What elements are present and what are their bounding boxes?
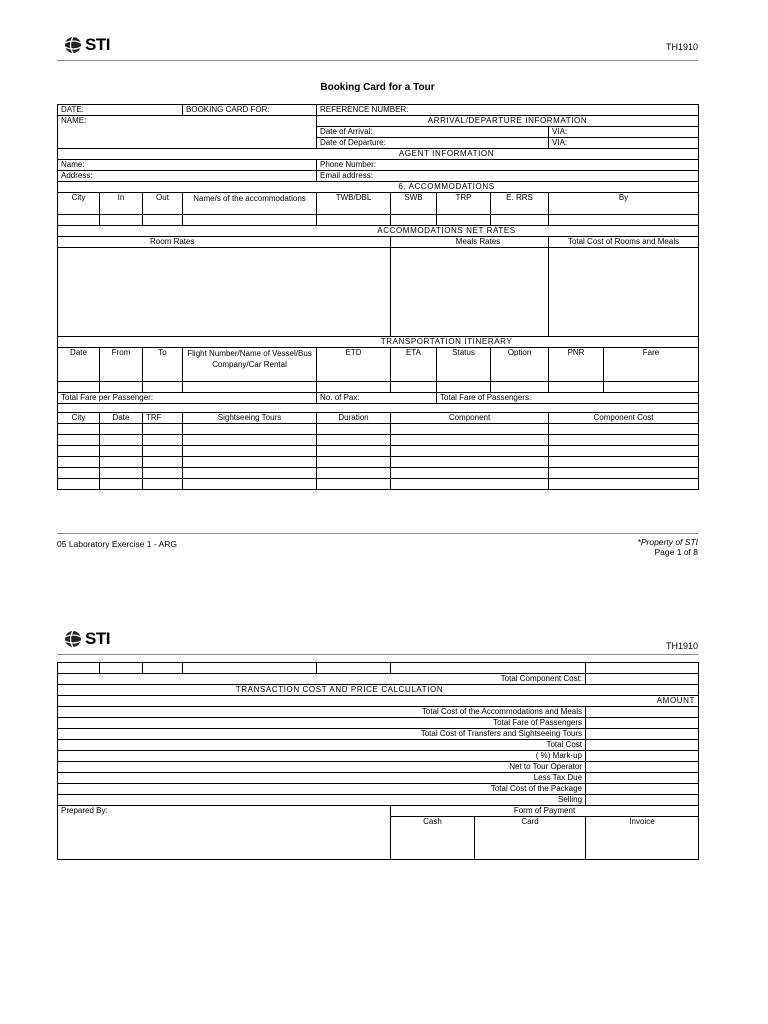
tr-col-option: Option	[491, 348, 549, 382]
total-component-cost-value[interactable]	[586, 674, 699, 685]
agent-name-field[interactable]: Name:	[58, 160, 317, 171]
email-field[interactable]: Email address:	[317, 171, 699, 182]
meals-rates-heading: Meals Rates	[391, 237, 549, 248]
sti-logo	[63, 628, 110, 650]
table-row[interactable]	[58, 435, 699, 446]
footer-exercise: 05 Laboratory Exercise 1 - ARG	[57, 539, 178, 549]
footer-page: Page 1 of 8	[654, 547, 698, 557]
date-field[interactable]: DATE:	[58, 105, 183, 116]
doc-code: TH1910	[665, 42, 698, 52]
net-rates-heading: ACCOMMODATIONS NET RATES	[58, 226, 699, 237]
line-total-cost-label: Total Cost	[58, 740, 586, 751]
footer-right	[638, 537, 698, 557]
line-acc-meals-value[interactable]	[586, 707, 699, 718]
logo-text: STI	[85, 35, 110, 54]
total-fare-pp-field[interactable]: Total Fare per Passenger:	[58, 393, 317, 404]
arrival-departure-heading: ARRIVAL/DEPARTURE INFORMATION	[317, 116, 699, 127]
tr-col-status: Status	[437, 348, 491, 382]
line-fare-pax-label: Total Fare of Passengers	[58, 718, 586, 729]
booking-table	[57, 104, 699, 490]
room-rates-heading: Room Rates	[58, 237, 391, 248]
ss-col-trf: TRF	[143, 413, 183, 424]
tr-col-fare: Fare	[604, 348, 699, 382]
line-total-cost-value[interactable]	[586, 740, 699, 751]
logo-text: STI	[85, 629, 110, 648]
no-pax-field[interactable]: No. of Pax:	[317, 393, 437, 404]
table-row[interactable]	[58, 215, 699, 226]
line-tax-value[interactable]	[586, 773, 699, 784]
table-row[interactable]	[58, 663, 699, 674]
acc-col-city: City	[58, 193, 100, 215]
ss-col-component-cost: Component Cost	[549, 413, 699, 424]
acc-col-by: By	[549, 193, 699, 215]
spacer-row	[58, 404, 699, 413]
tr-col-from: From	[100, 348, 143, 382]
tr-col-eta: ETA	[391, 348, 437, 382]
page-title: Booking Card for a Tour	[320, 82, 435, 93]
line-package-label: Total Cost of the Package	[58, 784, 586, 795]
via-arrival-field[interactable]: VIA:	[549, 127, 699, 138]
tr-col-date: Date	[58, 348, 100, 382]
accommodations-heading: 6. ACCOMMODATIONS	[58, 182, 699, 193]
tr-col-etd: ETD	[317, 348, 391, 382]
ss-col-duration: Duration	[317, 413, 391, 424]
payment-cash[interactable]: Cash	[391, 817, 475, 860]
line-selling-label: Selling	[58, 795, 586, 806]
ss-col-date: Date	[100, 413, 143, 424]
line-transfers-value[interactable]	[586, 729, 699, 740]
date-departure-field[interactable]: Date of Departure:	[317, 138, 549, 149]
page2-header	[57, 628, 698, 655]
price-calculation-form	[57, 662, 698, 860]
reference-field[interactable]: REFERENCE NUMBER:	[317, 105, 699, 116]
acc-col-twb: TWB/DBL	[317, 193, 391, 215]
transport-heading: TRANSPORTATION ITINERARY	[58, 337, 699, 348]
table-row[interactable]	[58, 446, 699, 457]
name-field[interactable]: NAME:	[58, 116, 317, 149]
payment-card[interactable]: Card	[475, 817, 586, 860]
booking-for-field[interactable]: BOOKING CARD FOR:	[183, 105, 317, 116]
table-row[interactable]	[58, 457, 699, 468]
phone-field[interactable]: Phone Number:	[317, 160, 699, 171]
acc-col-trp: TRP	[437, 193, 491, 215]
total-cost-area[interactable]	[549, 248, 699, 337]
globe-icon	[63, 36, 83, 54]
line-acc-meals-label: Total Cost of the Accommodations and Meals	[58, 707, 586, 718]
line-markup-value[interactable]	[586, 751, 699, 762]
acc-col-erss: E. RRS	[491, 193, 549, 215]
room-rates-area[interactable]	[58, 248, 391, 337]
table-row[interactable]	[58, 468, 699, 479]
ss-col-component: Component	[391, 413, 549, 424]
doc-code: TH1910	[665, 641, 698, 651]
date-arrival-field[interactable]: Date of Arrival:	[317, 127, 549, 138]
price-table	[57, 662, 699, 860]
ss-col-tours: Sightseeing Tours	[183, 413, 317, 424]
line-selling-value[interactable]	[586, 795, 699, 806]
transaction-heading: TRANSACTION COST AND PRICE CALCULATION	[58, 685, 699, 696]
acc-col-swb: SWB	[391, 193, 437, 215]
line-markup-label: ( %) Mark-up	[58, 751, 586, 762]
booking-form	[57, 104, 698, 490]
line-net-value[interactable]	[586, 762, 699, 773]
form-of-payment-heading: Form of Payment	[391, 806, 699, 817]
sti-logo	[63, 34, 110, 56]
ss-col-city: City	[58, 413, 100, 424]
line-transfers-label: Total Cost of Transfers and Sightseeing Tours	[58, 729, 586, 740]
agent-info-heading: AGENT INFORMATION	[58, 149, 699, 160]
meals-rates-area[interactable]	[391, 248, 549, 337]
line-fare-pax-value[interactable]	[586, 718, 699, 729]
amount-heading: AMOUNT	[58, 696, 699, 707]
page-footer	[57, 533, 698, 564]
line-net-label: Net to Tour Operator	[58, 762, 586, 773]
payment-invoice[interactable]: Invoice	[586, 817, 699, 860]
prepared-by-field[interactable]: Prepared By:	[58, 806, 391, 860]
table-row[interactable]	[58, 424, 699, 435]
agent-address-field[interactable]: Address:	[58, 171, 317, 182]
tr-col-to: To	[143, 348, 183, 382]
globe-icon	[63, 630, 83, 648]
page-header	[57, 34, 698, 61]
line-package-value[interactable]	[586, 784, 699, 795]
table-row[interactable]	[58, 382, 699, 393]
table-row[interactable]	[58, 479, 699, 490]
total-cost-rooms-heading: Total Cost of Rooms and Meals	[549, 237, 699, 248]
tr-col-pnr: PNR	[549, 348, 604, 382]
total-component-cost-label: Total Component Cost:	[58, 674, 586, 685]
via-departure-field[interactable]: VIA:	[549, 138, 699, 149]
tr-col-flight: Flight Number/Name of Vessel/Bus Company/Car Rental	[183, 348, 317, 382]
acc-col-out: Out	[143, 193, 183, 215]
acc-col-names: Name/s of the accommodations	[183, 193, 317, 215]
line-tax-label: Less Tax Due	[58, 773, 586, 784]
acc-col-in: In	[100, 193, 143, 215]
total-fare-pax-field[interactable]: Total Fare of Passengers:	[437, 393, 699, 404]
footer-property: *Property of STI	[637, 537, 698, 547]
